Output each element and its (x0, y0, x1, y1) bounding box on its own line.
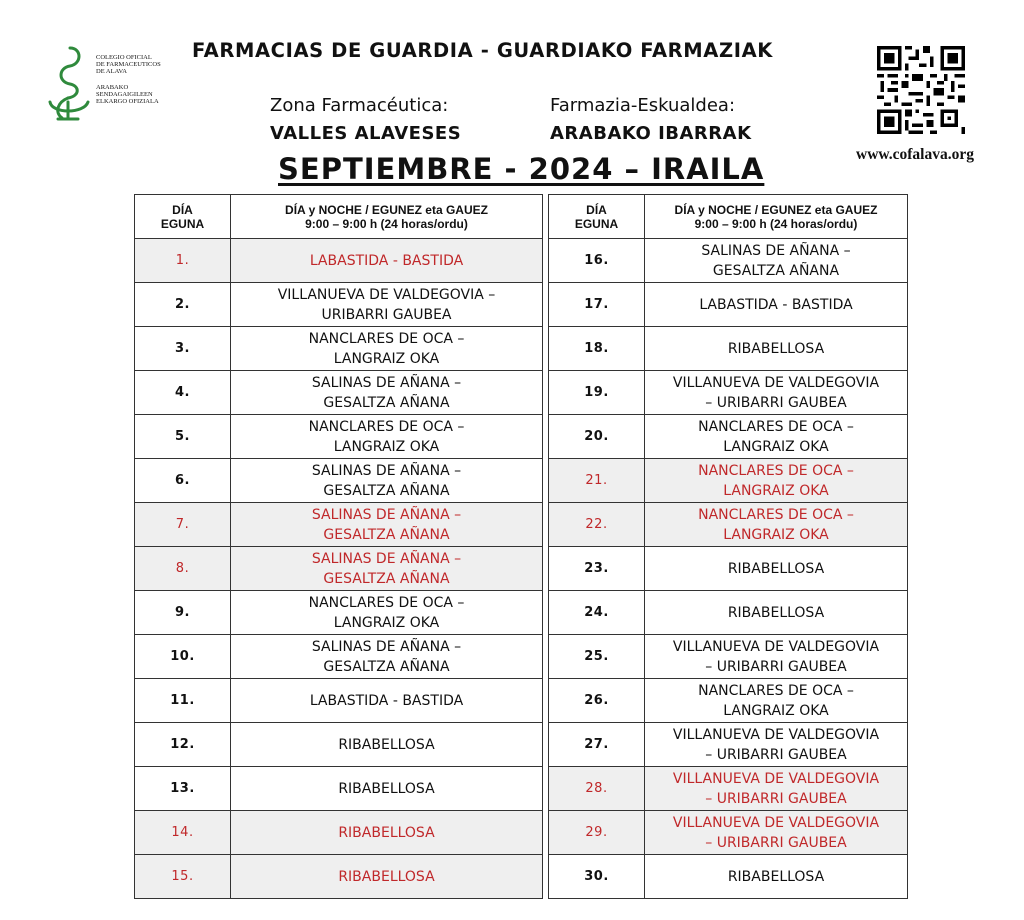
table-row (135, 635, 543, 679)
pharmacy-cell (645, 459, 908, 503)
table-row (549, 635, 908, 679)
pharmacy-name-line: LANGRAIZ OKA (723, 702, 829, 719)
day-cell: 16. (549, 239, 645, 283)
pharmacy-name-line: GESALTZA AÑANA (323, 658, 450, 675)
day-cell: 22. (549, 503, 645, 547)
day-cell: 19. (549, 371, 645, 415)
day-cell: 25. (549, 635, 645, 679)
pharmacy-name-line: GESALTZA AÑANA (323, 526, 450, 543)
pharmacy-name-line: GESALTZA AÑANA (712, 262, 840, 279)
table-row (549, 503, 908, 547)
table-row (549, 547, 908, 591)
pharmacy-name-line: GESALTZA AÑANA (323, 394, 450, 411)
table-row (549, 855, 908, 899)
day-cell: 29. (549, 811, 645, 855)
day-cell: 15. (135, 855, 231, 899)
pharmacy-name-line: SALINAS DE AÑANA – (701, 242, 851, 259)
pharmacy-name-line: – URIBARRI GAUBEA (705, 834, 847, 851)
table-row (549, 767, 908, 811)
pharmacy-name-line: – URIBARRI GAUBEA (705, 790, 847, 807)
schedule-table-left (134, 194, 543, 899)
zone-label-es: Zona Farmacéutica: (270, 95, 449, 116)
pharmacy-cell (645, 679, 908, 723)
pharmacy-name-line: RIBABELLOSA (338, 824, 435, 841)
pharmacy-cell (231, 239, 543, 283)
pharmacy-name-line: RIBABELLOSA (727, 560, 825, 577)
college-name-eu: ARABAKO SENDAGAIGILEEN ELKARGO OFIZIALA (96, 84, 159, 106)
pharmacy-name-line: VILLANUEVA DE VALDEGOVIA (672, 770, 880, 787)
table-row (135, 327, 543, 371)
day-cell: 3. (135, 327, 231, 371)
pharmacy-column-header: DÍA y NOCHE / EGUNEZ eta GAUEZ 9:00 – 9:00 h (24 horas/ordu) (231, 195, 543, 239)
college-logo (44, 42, 184, 122)
table-row (135, 371, 543, 415)
pharmacy-name-line: NANCLARES DE OCA – (698, 506, 854, 523)
pharmacy-column-header: DÍA y NOCHE / EGUNEZ eta GAUEZ 9:00 – 9:00 h (24 horas/ordu) (645, 195, 908, 239)
pharmacy-name-line: NANCLARES DE OCA – (308, 418, 465, 435)
pharmacy-name-line: LABASTIDA - BASTIDA (699, 296, 853, 313)
table-row (549, 239, 908, 283)
pharmacy-name-line: NANCLARES DE OCA – (698, 418, 854, 435)
pharmacy-cell (645, 767, 908, 811)
pharmacy-cell (231, 679, 543, 723)
day-cell: 12. (135, 723, 231, 767)
day-cell: 9. (135, 591, 231, 635)
qr-code-icon (877, 46, 965, 134)
pharmacy-cell (645, 371, 908, 415)
pharmacy-cell (231, 723, 543, 767)
table-row (135, 679, 543, 723)
table-row (135, 283, 543, 327)
table-row (135, 767, 543, 811)
pharmacy-cell (645, 811, 908, 855)
pharmacy-cell (231, 591, 543, 635)
pharmacy-name-line: VILLANUEVA DE VALDEGOVIA (672, 638, 880, 655)
table-row (549, 415, 908, 459)
day-cell: 27. (549, 723, 645, 767)
zone-value-es: VALLES ALAVESES (270, 123, 462, 144)
table-row (135, 855, 543, 899)
pharmacy-cell (645, 239, 908, 283)
pharmacy-cell (645, 283, 908, 327)
pharmacy-cell (231, 855, 543, 899)
pharmacy-cell (645, 635, 908, 679)
zone-value-eu: ARABAKO IBARRAK (550, 123, 752, 144)
pharmacy-cell (231, 503, 543, 547)
pharmacy-cell (231, 459, 543, 503)
pharmacy-name-line: RIBABELLOSA (338, 736, 435, 753)
table-header-row (135, 195, 543, 239)
pharmacy-cell (645, 415, 908, 459)
pharmacy-cell (645, 723, 908, 767)
day-cell: 30. (549, 855, 645, 899)
day-cell: 21. (549, 459, 645, 503)
pharmacy-name-line: NANCLARES DE OCA – (698, 682, 854, 699)
page-title: FARMACIAS DE GUARDIA - GUARDIAKO FARMAZIAK (192, 39, 773, 62)
table-row (135, 503, 543, 547)
day-cell: 8. (135, 547, 231, 591)
table-row (549, 283, 908, 327)
table-row (135, 723, 543, 767)
day-cell: 1. (135, 239, 231, 283)
table-row (549, 723, 908, 767)
pharmacy-cell (645, 547, 908, 591)
pharmacy-name-line: SALINAS DE AÑANA – (311, 506, 462, 523)
table-row (549, 327, 908, 371)
zone-label-eu: Farmazia-Eskualdea: (550, 95, 736, 116)
day-cell: 14. (135, 811, 231, 855)
table-row (135, 547, 543, 591)
schedule-table-right (548, 194, 908, 899)
day-cell: 17. (549, 283, 645, 327)
pharmacy-name-line: RIBABELLOSA (727, 340, 825, 357)
day-cell: 13. (135, 767, 231, 811)
pharmacy-name-line: SALINAS DE AÑANA – (311, 374, 462, 391)
table-header-row (549, 195, 908, 239)
day-column-header: DÍA EGUNA (549, 195, 645, 239)
day-cell: 28. (549, 767, 645, 811)
day-cell: 26. (549, 679, 645, 723)
pharmacy-name-line: LANGRAIZ OKA (723, 526, 829, 543)
pharmacy-name-line: – URIBARRI GAUBEA (705, 658, 847, 675)
pharmacy-name-line: LANGRAIZ OKA (333, 438, 440, 455)
pharmacy-cell (231, 283, 543, 327)
bowl-of-hygieia-icon (44, 42, 94, 122)
pharmacy-name-line: LANGRAIZ OKA (723, 482, 829, 499)
pharmacy-cell (231, 547, 543, 591)
pharmacy-cell (645, 591, 908, 635)
pharmacy-name-line: RIBABELLOSA (727, 868, 825, 885)
table-row (549, 679, 908, 723)
pharmacy-name-line: NANCLARES DE OCA – (308, 594, 465, 611)
pharmacy-name-line: SALINAS DE AÑANA – (311, 638, 462, 655)
pharmacy-name-line: LABASTIDA - BASTIDA (309, 692, 464, 709)
pharmacy-name-line: VILLANUEVA DE VALDEGOVIA – (277, 286, 496, 303)
pharmacy-cell (231, 811, 543, 855)
pharmacy-name-line: NANCLARES DE OCA – (698, 462, 854, 479)
pharmacy-cell (645, 503, 908, 547)
pharmacy-name-line: SALINAS DE AÑANA – (311, 550, 462, 567)
day-cell: 18. (549, 327, 645, 371)
day-cell: 4. (135, 371, 231, 415)
table-row (549, 811, 908, 855)
day-cell: 5. (135, 415, 231, 459)
table-row (135, 459, 543, 503)
day-cell: 10. (135, 635, 231, 679)
day-cell: 20. (549, 415, 645, 459)
pharmacy-name-line: URIBARRI GAUBEA (321, 306, 452, 323)
table-row (135, 415, 543, 459)
pharmacy-name-line: LANGRAIZ OKA (723, 438, 829, 455)
pharmacy-name-line: – URIBARRI GAUBEA (705, 746, 847, 763)
pharmacy-name-line: RIBABELLOSA (727, 604, 825, 621)
website-url: www.cofalava.org (856, 146, 974, 163)
pharmacy-name-line: LABASTIDA - BASTIDA (309, 252, 464, 269)
pharmacy-name-line: GESALTZA AÑANA (323, 482, 450, 499)
day-cell: 2. (135, 283, 231, 327)
pharmacy-name-line: VILLANUEVA DE VALDEGOVIA (672, 726, 880, 743)
pharmacy-name-line: LANGRAIZ OKA (333, 614, 440, 631)
pharmacy-cell (231, 327, 543, 371)
month-heading: SEPTIEMBRE - 2024 – IRAILA (278, 152, 765, 186)
pharmacy-name-line: GESALTZA AÑANA (323, 570, 450, 587)
pharmacy-name-line: LANGRAIZ OKA (333, 350, 440, 367)
table-row (549, 591, 908, 635)
pharmacy-cell (645, 327, 908, 371)
table-row (549, 371, 908, 415)
table-row (135, 811, 543, 855)
day-column-header: DÍA EGUNA (135, 195, 231, 239)
table-row (135, 239, 543, 283)
day-cell: 6. (135, 459, 231, 503)
table-row (135, 591, 543, 635)
pharmacy-name-line: SALINAS DE AÑANA – (311, 462, 462, 479)
pharmacy-cell (231, 635, 543, 679)
pharmacy-name-line: RIBABELLOSA (338, 868, 435, 885)
pharmacy-name-line: VILLANUEVA DE VALDEGOVIA (672, 814, 880, 831)
pharmacy-cell (645, 855, 908, 899)
day-cell: 23. (549, 547, 645, 591)
college-name-es: COLEGIO OFICIAL DE FARMACEUTICOS DE ALAVA (96, 54, 161, 76)
day-cell: 24. (549, 591, 645, 635)
pharmacy-name-line: RIBABELLOSA (338, 780, 435, 797)
day-cell: 7. (135, 503, 231, 547)
pharmacy-cell (231, 767, 543, 811)
pharmacy-cell (231, 415, 543, 459)
table-row (549, 459, 908, 503)
pharmacy-name-line: – URIBARRI GAUBEA (705, 394, 847, 411)
pharmacy-name-line: VILLANUEVA DE VALDEGOVIA (672, 374, 880, 391)
pharmacy-name-line: NANCLARES DE OCA – (308, 330, 465, 347)
pharmacy-cell (231, 371, 543, 415)
day-cell: 11. (135, 679, 231, 723)
